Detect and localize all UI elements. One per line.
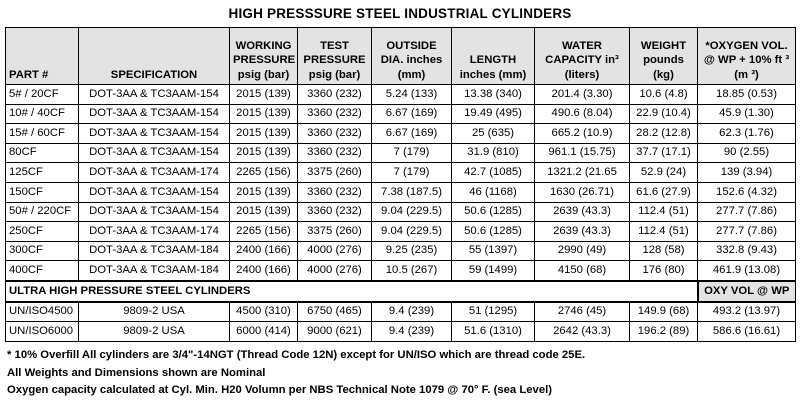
table-cell: 6.67 (169)	[372, 104, 452, 124]
column-header: WEIGHT pounds (kg)	[630, 28, 698, 85]
table-cell: 128 (58)	[630, 241, 698, 261]
table-cell: UN/ISO4500	[6, 302, 79, 322]
table-cell: 400CF	[6, 261, 79, 281]
table-row	[6, 182, 796, 202]
table-cell: 51 (1295)	[452, 302, 535, 322]
table-cell: 62.3 (1.76)	[698, 124, 796, 144]
table-cell: 300CF	[6, 241, 79, 261]
table-cell: 3375 (260)	[298, 222, 372, 242]
table-cell: 5# / 20CF	[6, 85, 79, 105]
table-cell: 112.4 (51)	[630, 222, 698, 242]
table-cell: 50.6 (1285)	[452, 202, 535, 222]
table-row	[6, 202, 796, 222]
table-row	[6, 104, 796, 124]
column-header: WATER CAPACITY in³ (liters)	[535, 28, 630, 85]
table-cell: 149.9 (68)	[630, 302, 698, 322]
table-cell: 961.1 (15.75)	[535, 143, 630, 163]
table-cell: 490.6 (8.04)	[535, 104, 630, 124]
table-cell: 152.6 (4.32)	[698, 182, 796, 202]
column-header: OUTSIDE DIA. inches (mm)	[372, 28, 452, 85]
header-row	[6, 28, 796, 85]
table-cell: 51.6 (1310)	[452, 322, 535, 342]
table-cell: 2015 (139)	[230, 104, 298, 124]
table-cell: 9809-2 USA	[79, 302, 230, 322]
table-cell: 9809-2 USA	[79, 322, 230, 342]
column-header: *OXYGEN VOL. @ WP + 10% ft ³ (m ³)	[698, 28, 796, 85]
table-cell: 3375 (260)	[298, 163, 372, 183]
table-cell: 4000 (276)	[298, 241, 372, 261]
table-cell: 61.6 (27.9)	[630, 182, 698, 202]
table-cell: 4500 (310)	[230, 302, 298, 322]
table-cell: DOT-3AA & TC3AAM-174	[79, 222, 230, 242]
table-cell: 18.85 (0.53)	[698, 85, 796, 105]
table-cell: 2015 (139)	[230, 124, 298, 144]
table-cell: DOT-3AA & TC3AAM-184	[79, 261, 230, 281]
table-cell: 461.9 (13.08)	[698, 261, 796, 281]
footnote-nominal: All Weights and Dimensions shown are Nominal	[7, 366, 266, 379]
table-cell: 9.04 (229.5)	[372, 202, 452, 222]
table-cell: 2990 (49)	[535, 241, 630, 261]
table-cell: 2639 (43.3)	[535, 222, 630, 242]
table-cell: DOT-3AA & TC3AAM-154	[79, 104, 230, 124]
table-cell: 59 (1499)	[452, 261, 535, 281]
table-cell: 2639 (43.3)	[535, 202, 630, 222]
column-header: SPECIFICATION	[79, 28, 230, 85]
table-cell: 55 (1397)	[452, 241, 535, 261]
page-title: HIGH PRESSSURE STEEL INDUSTRIAL CYLINDERS	[228, 6, 572, 21]
cylinder-spec-table	[5, 27, 796, 342]
table-cell: 4000 (276)	[298, 261, 372, 281]
table-cell: 3360 (232)	[298, 85, 372, 105]
table-cell: 3360 (232)	[298, 124, 372, 144]
table-cell: 6000 (414)	[230, 322, 298, 342]
table-cell: UN/ISO6000	[6, 322, 79, 342]
table-cell: 52.9 (24)	[630, 163, 698, 183]
table-cell: 9.04 (229.5)	[372, 222, 452, 242]
column-header: LENGTH inches (mm)	[452, 28, 535, 85]
table-cell: 3360 (232)	[298, 182, 372, 202]
table-cell: 201.4 (3.30)	[535, 85, 630, 105]
table-cell: 125CF	[6, 163, 79, 183]
table-cell: 2015 (139)	[230, 202, 298, 222]
table-cell: 10.5 (267)	[372, 261, 452, 281]
table-row	[6, 241, 796, 261]
section-header-row	[6, 281, 796, 302]
ultra-table-body	[6, 302, 796, 342]
table-cell: 3360 (232)	[298, 202, 372, 222]
table-cell: 2015 (139)	[230, 143, 298, 163]
table-cell: DOT-3AA & TC3AAM-184	[79, 241, 230, 261]
table-cell: 46 (1168)	[452, 182, 535, 202]
footnote-overfill: * 10% Overfill All cylinders are 3/4"-14NGT (Thread Code 12N) except for UN/ISO which are thread code 25E.	[7, 349, 586, 361]
table-cell: DOT-3AA & TC3AAM-154	[79, 202, 230, 222]
table-row	[6, 322, 796, 342]
table-row	[6, 222, 796, 242]
table-cell: 80CF	[6, 143, 79, 163]
table-cell: 42.7 (1085)	[452, 163, 535, 183]
table-row	[6, 85, 796, 105]
table-cell: 277.7 (7.86)	[698, 222, 796, 242]
table-cell: 3360 (232)	[298, 104, 372, 124]
table-cell: 2400 (166)	[230, 261, 298, 281]
table-cell: 37.7 (17.1)	[630, 143, 698, 163]
table-cell: 2642 (43.3)	[535, 322, 630, 342]
table-cell: 586.6 (16.61)	[698, 322, 796, 342]
table-cell: 332.8 (9.43)	[698, 241, 796, 261]
table-row	[6, 302, 796, 322]
table-cell: 13.38 (340)	[452, 85, 535, 105]
table-cell: 31.9 (810)	[452, 143, 535, 163]
table-cell: 277.7 (7.86)	[698, 202, 796, 222]
table-cell: 2265 (156)	[230, 163, 298, 183]
oxy-vol-label: OXY VOL @ WP	[698, 281, 796, 302]
table-cell: 10# / 40CF	[6, 104, 79, 124]
column-header: TEST PRESSURE psig (bar)	[298, 28, 372, 85]
table-row	[6, 261, 796, 281]
table-cell: 7 (179)	[372, 143, 452, 163]
table-cell: DOT-3AA & TC3AAM-154	[79, 143, 230, 163]
table-row	[6, 163, 796, 183]
table-row	[6, 143, 796, 163]
table-cell: 6750 (465)	[298, 302, 372, 322]
table-cell: DOT-3AA & TC3AAM-154	[79, 182, 230, 202]
table-cell: DOT-3AA & TC3AAM-174	[79, 163, 230, 183]
table-cell: 45.9 (1.30)	[698, 104, 796, 124]
column-header: PART #	[6, 28, 79, 85]
table-cell: 2746 (45)	[535, 302, 630, 322]
table-cell: 50.6 (1285)	[452, 222, 535, 242]
table-cell: 5.24 (133)	[372, 85, 452, 105]
table-cell: DOT-3AA & TC3AAM-154	[79, 85, 230, 105]
table-cell: 665.2 (10.9)	[535, 124, 630, 144]
table-cell: 9000 (621)	[298, 322, 372, 342]
table-cell: 22.9 (10.4)	[630, 104, 698, 124]
table-cell: 19.49 (495)	[452, 104, 535, 124]
ultra-section	[6, 281, 796, 302]
table-cell: 250CF	[6, 222, 79, 242]
table-cell: 1321.2 (21.65	[535, 163, 630, 183]
table-cell: 6.67 (169)	[372, 124, 452, 144]
table-cell: 493.2 (13.97)	[698, 302, 796, 322]
table-row	[6, 124, 796, 144]
table-cell: 28.2 (12.8)	[630, 124, 698, 144]
table-cell: 7.38 (187.5)	[372, 182, 452, 202]
table-cell: 50# / 220CF	[6, 202, 79, 222]
table-cell: 15# / 60CF	[6, 124, 79, 144]
footnote-oxygen-calc: Oxygen capacity calculated at Cyl. Min. H20 Volumn per NBS Technical Note 1079 @ 70° F. (sea Level)	[7, 384, 553, 396]
table-cell: 176 (80)	[630, 261, 698, 281]
table-cell: 4150 (68)	[535, 261, 630, 281]
table-cell: 196.2 (89)	[630, 322, 698, 342]
table-cell: 150CF	[6, 182, 79, 202]
table-cell: 9.25 (235)	[372, 241, 452, 261]
column-header: WORKING PRESSURE psig (bar)	[230, 28, 298, 85]
table-body	[6, 85, 796, 281]
table-cell: 2015 (139)	[230, 182, 298, 202]
table-cell: 2265 (156)	[230, 222, 298, 242]
table-cell: 9.4 (239)	[372, 322, 452, 342]
table-cell: 1630 (26.71)	[535, 182, 630, 202]
table-cell: 7 (179)	[372, 163, 452, 183]
table-cell: 2400 (166)	[230, 241, 298, 261]
table-cell: 25 (635)	[452, 124, 535, 144]
table-cell: 9.4 (239)	[372, 302, 452, 322]
table-cell: 112.4 (51)	[630, 202, 698, 222]
section-title: ULTRA HIGH PRESSURE STEEL CYLINDERS	[6, 281, 698, 302]
table-cell: 2015 (139)	[230, 85, 298, 105]
footnotes	[7, 347, 585, 400]
table-cell: 10.6 (4.8)	[630, 85, 698, 105]
table-cell: 139 (3.94)	[698, 163, 796, 183]
table-cell: DOT-3AA & TC3AAM-154	[79, 124, 230, 144]
table-cell: 3360 (232)	[298, 143, 372, 163]
table-cell: 90 (2.55)	[698, 143, 796, 163]
